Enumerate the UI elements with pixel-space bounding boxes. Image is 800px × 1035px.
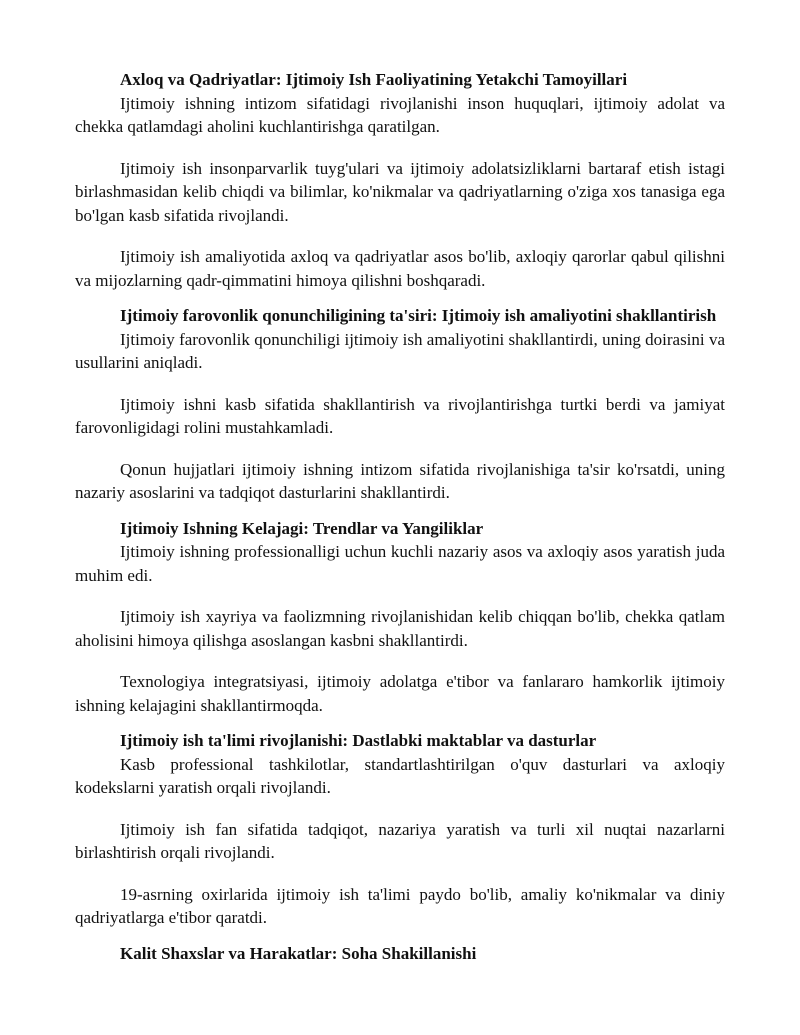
paragraph: Ijtimoiy ish xayriya va faolizmning rivojlanishidan kelib chiqqan bo'lib, chekka qatlam aholisini himoya qilishga asoslangan kasbni shakllantirdi. <box>75 607 725 650</box>
section-heading: Ijtimoiy Ishning Kelajagi: Trendlar va Yangiliklar <box>120 518 484 538</box>
paragraph: 19-asrning oxirlarida ijtimoiy ish ta'limi paydo bo'lib, amaliy ko'nikmalar va diniy qadriyatlarga e'tibor qaratdi. <box>75 884 725 927</box>
paragraph: Ijtimoiy farovonlik qonunchiligi ijtimoiy ish amaliyotini shakllantirdi, uning doirasini va usullarini aniqladi. <box>75 329 725 372</box>
paragraph: Texnologiya integratsiyasi, ijtimoiy adolatga e'tibor va fanlararo hamkorlik ijtimoiy ishning kelajagini shakllantirmoqda. <box>75 672 725 715</box>
paragraph: Ijtimoiy ish amaliyotida axloq va qadriyatlar asos bo'lib, axloqiy qarorlar qabul qilishni va mijozlarning qadr-qimmatini himoya qilishni boshqaradi. <box>75 247 725 290</box>
section-education-development <box>75 729 725 930</box>
document-body <box>75 68 725 975</box>
section-heading: Kalit Shaxslar va Harakatlar: Soha Shakillanishi <box>120 943 477 963</box>
section-heading: Ijtimoiy ish ta'limi rivojlanishi: Dastlabki maktablar va dasturlar <box>120 731 597 750</box>
section-heading: Ijtimoiy farovonlik qonunchiligining ta'siri: Ijtimoiy ish amaliyotini shakllantirish <box>120 306 717 325</box>
paragraph: Ijtimoiy ish fan sifatida tadqiqot, nazariya yaratish va turli xil nuqtai nazarlarni birlashtirish orqali rivojlandi. <box>75 819 725 862</box>
paragraph: Ijtimoiy ishning intizom sifatidagi rivojlanishi inson huquqlari, ijtimoiy adolat va chekka qatlamdagi aholini kuchlantirishga qaratilgan. <box>75 93 725 136</box>
section-key-figures <box>75 942 725 966</box>
paragraph: Ijtimoiy ish insonparvarlik tuyg'ulari va ijtimoiy adolatsizliklarni bartaraf etish istagi birlashmasidan kelib chiqdi va bilimlar, ko'nikmalar va qadriyatlarning o'ziga xos tanasiga ega bo'lgan kasb sifatida rivojlandi. <box>75 158 725 225</box>
paragraph: Ijtimoiy ishning professionalligi uchun kuchli nazariy asos va axloqiy asos yaratish juda muhim edi. <box>75 542 725 585</box>
section-heading: Axloq va Qadriyatlar: Ijtimoiy Ish Faoliyatining Yetakchi Tamoyillari <box>120 70 628 89</box>
paragraph: Ijtimoiy ishni kasb sifatida shakllantirish va rivojlantirishga turtki berdi va jamiyat farovonligidagi rolini mustahkamladi. <box>75 394 725 437</box>
section-future-trends <box>75 517 725 718</box>
paragraph: Kasb professional tashkilotlar, standartlashtirilgan o'quv dasturlari va axloqiy kodekslarni yaratish orqali rivojlandi. <box>75 754 725 797</box>
section-welfare-legislation <box>75 304 725 505</box>
paragraph: Qonun hujjatlari ijtimoiy ishning intizom sifatida rivojlanishiga ta'sir ko'rsatdi, uning nazariy asoslarini va tadqiqot dasturlarini shakllantirdi. <box>75 459 725 502</box>
section-ethics-values <box>75 68 725 292</box>
